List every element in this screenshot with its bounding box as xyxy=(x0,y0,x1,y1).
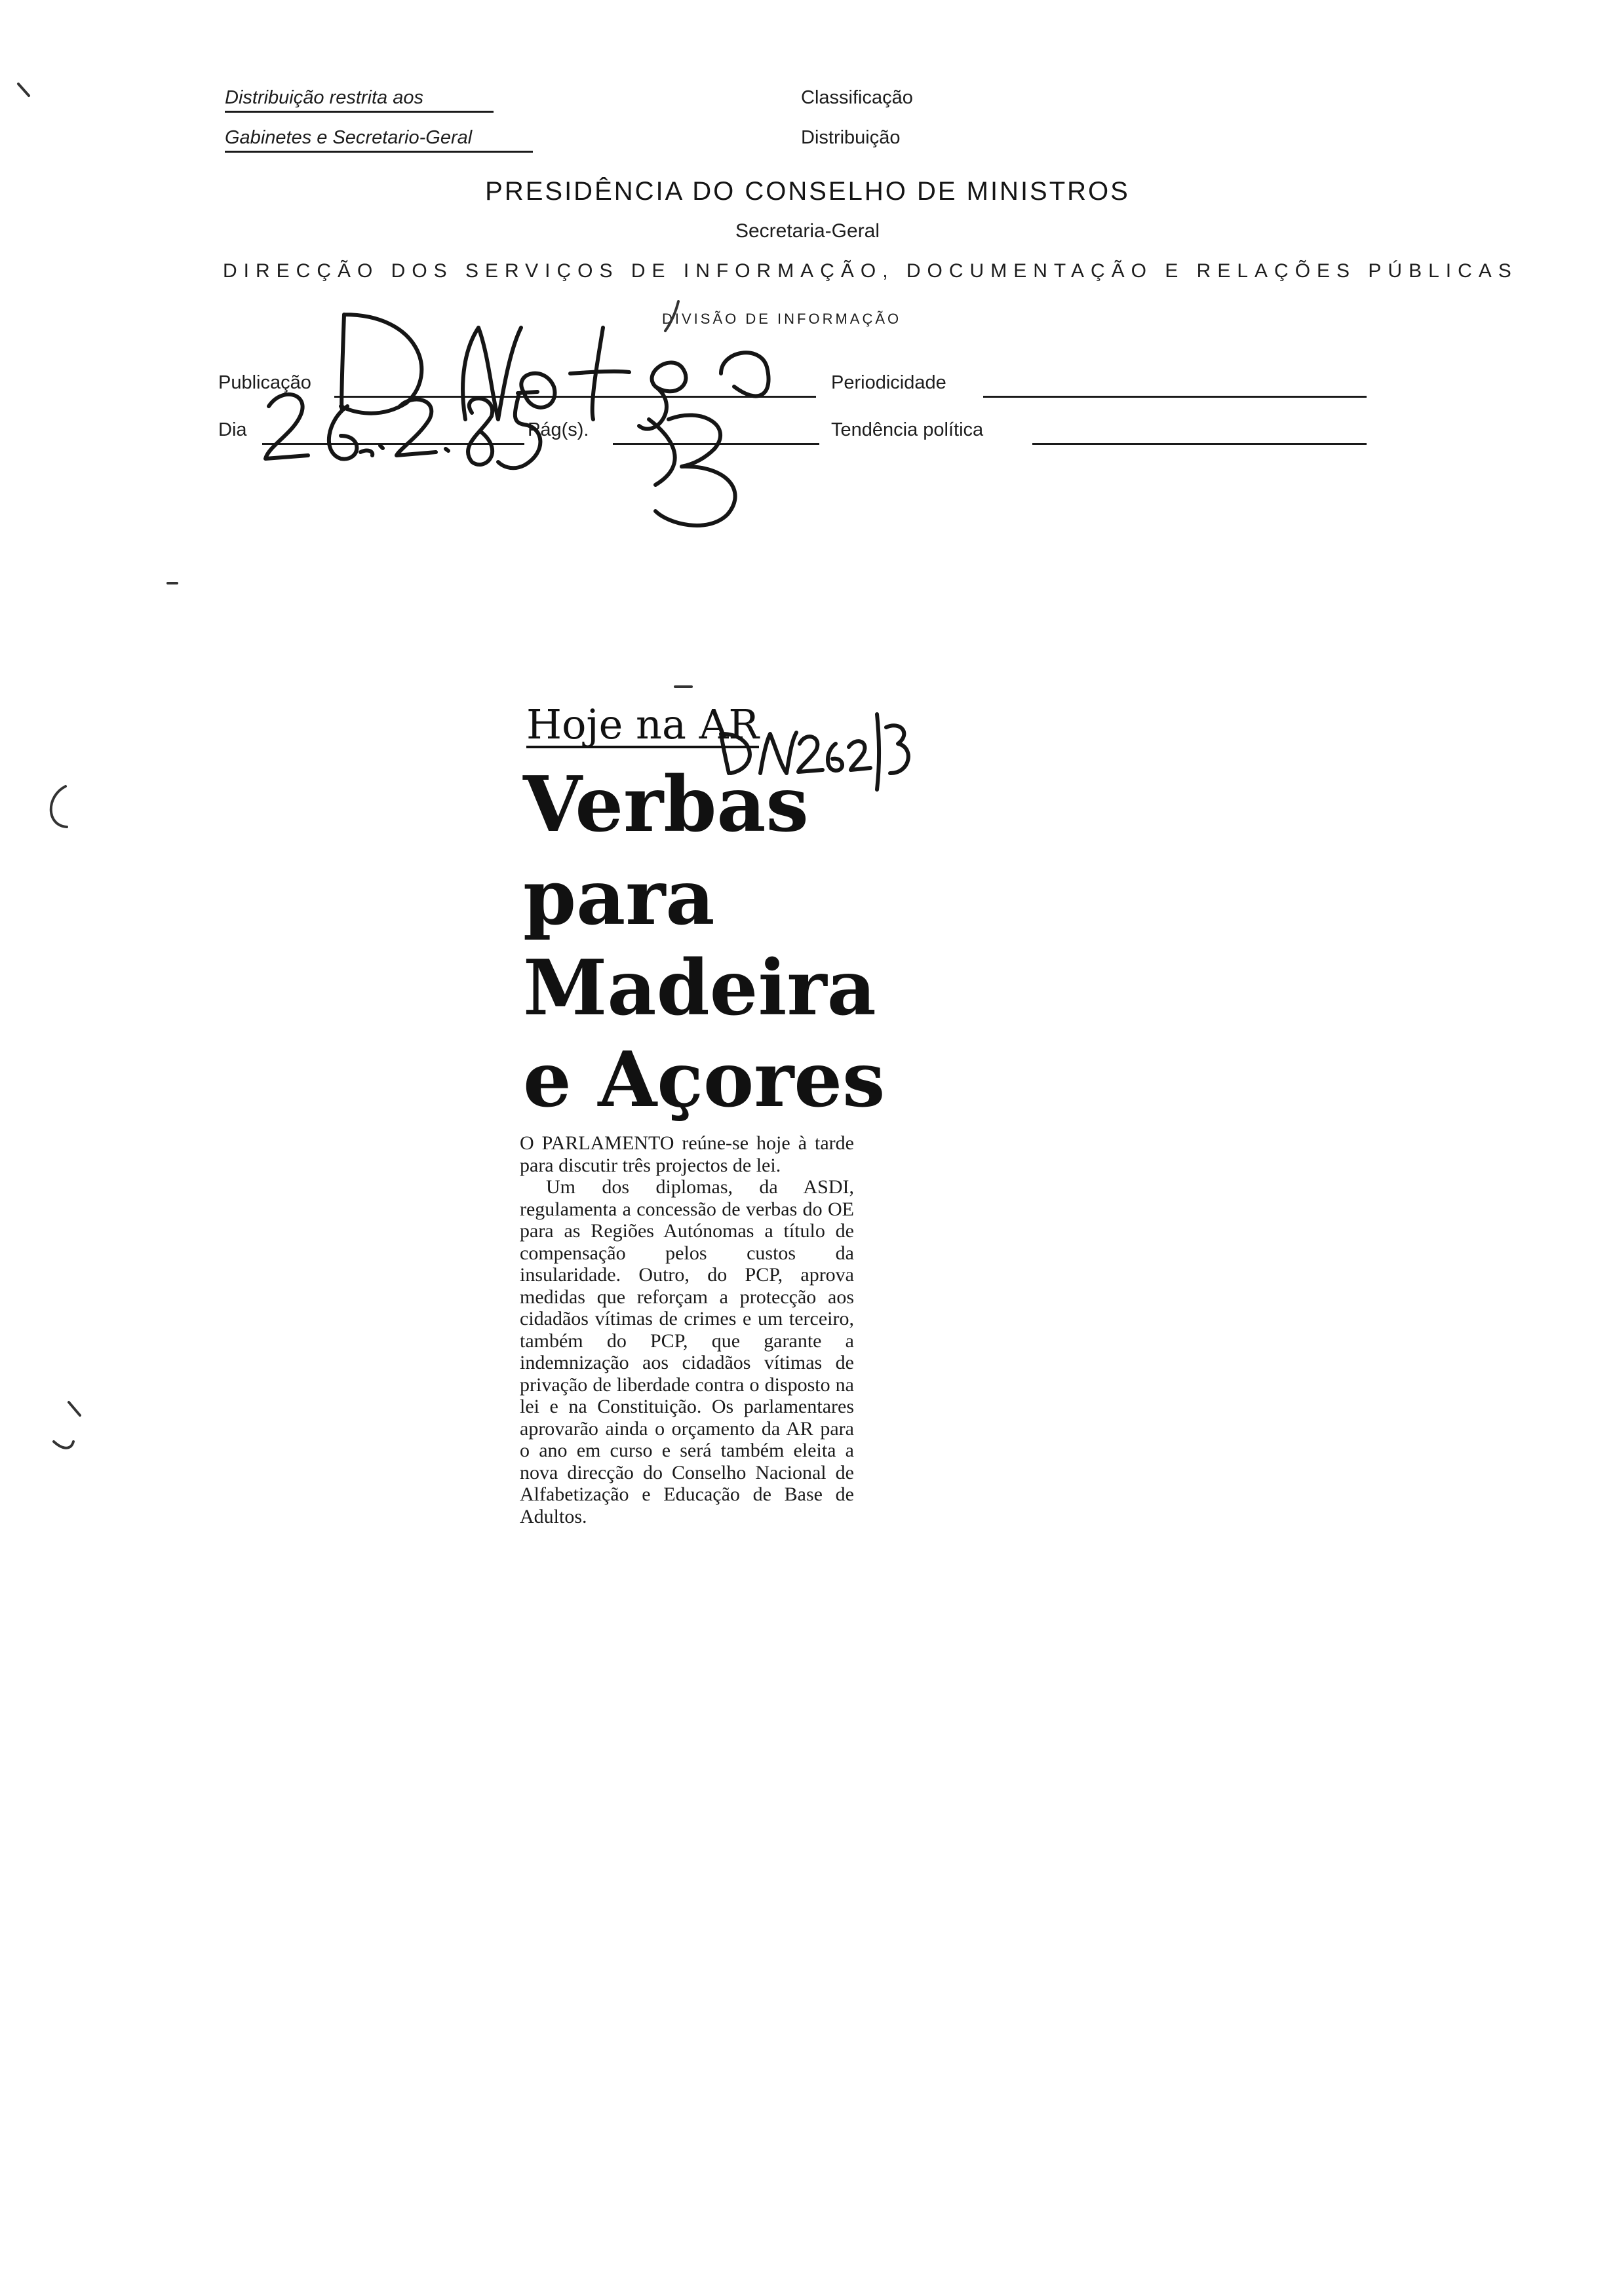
classification-label: Classificação xyxy=(801,87,913,108)
article-headline-line-3: Madeira xyxy=(523,944,876,1033)
article-headline-line-1: Verbas xyxy=(523,760,809,849)
article-paragraph-2: Um dos diplomas, da ASDI, regulamenta a concessão de verbas do OE para as Regiões Autónomas a título de compensação pelos custos da insularidade. Outro, do PCP, aprova medidas que reforçam a protecção aos cidadãos vítimas de crimes e um terceiro, também do PCP, que garante a indemnização aos cidadãos vítimas de privação de liberdade contra o disposto na lei e na Constituição. Os parlamentares aprovarão ainda o orçamento da AR para o ano em curso e será também eleita a nova direcção do Conselho Nacional de Alfabetização e Educação de Base de Adultos. xyxy=(520,1176,854,1527)
page-title: PRESIDÊNCIA DO CONSELHO DE MINISTROS xyxy=(485,177,1130,206)
distribution-notice-line2: Gabinetes e Secretario-Geral xyxy=(225,127,533,153)
directorate-line: DIRECÇÃO DOS SERVIÇOS DE INFORMAÇÃO, DOCUMENTAÇÃO E RELAÇÕES PÚBLICAS xyxy=(223,260,1518,282)
day-label: Dia xyxy=(218,419,247,440)
publication-label: Publicação xyxy=(218,372,311,393)
page-subtitle: Secretaria-Geral xyxy=(735,220,880,242)
periodicity-label: Periodicidade xyxy=(831,372,946,393)
pages-label: Pág(s). xyxy=(528,419,589,440)
division-line: DIVISÃO DE INFORMAÇÃO xyxy=(662,311,902,327)
article-headline-line-2: para xyxy=(523,853,715,942)
distribution-label: Distribuição xyxy=(801,127,901,148)
article-paragraph-1: O PARLAMENTO reúne-se hoje à tarde para discutir três projectos de lei. xyxy=(520,1132,854,1176)
article-headline-line-4: e Açores xyxy=(523,1035,885,1124)
distribution-notice-line1: Distribuição restrita aos xyxy=(225,87,494,113)
political-tendency-label: Tendência política xyxy=(831,419,984,440)
article-kicker: Hoje na AR xyxy=(526,700,760,748)
